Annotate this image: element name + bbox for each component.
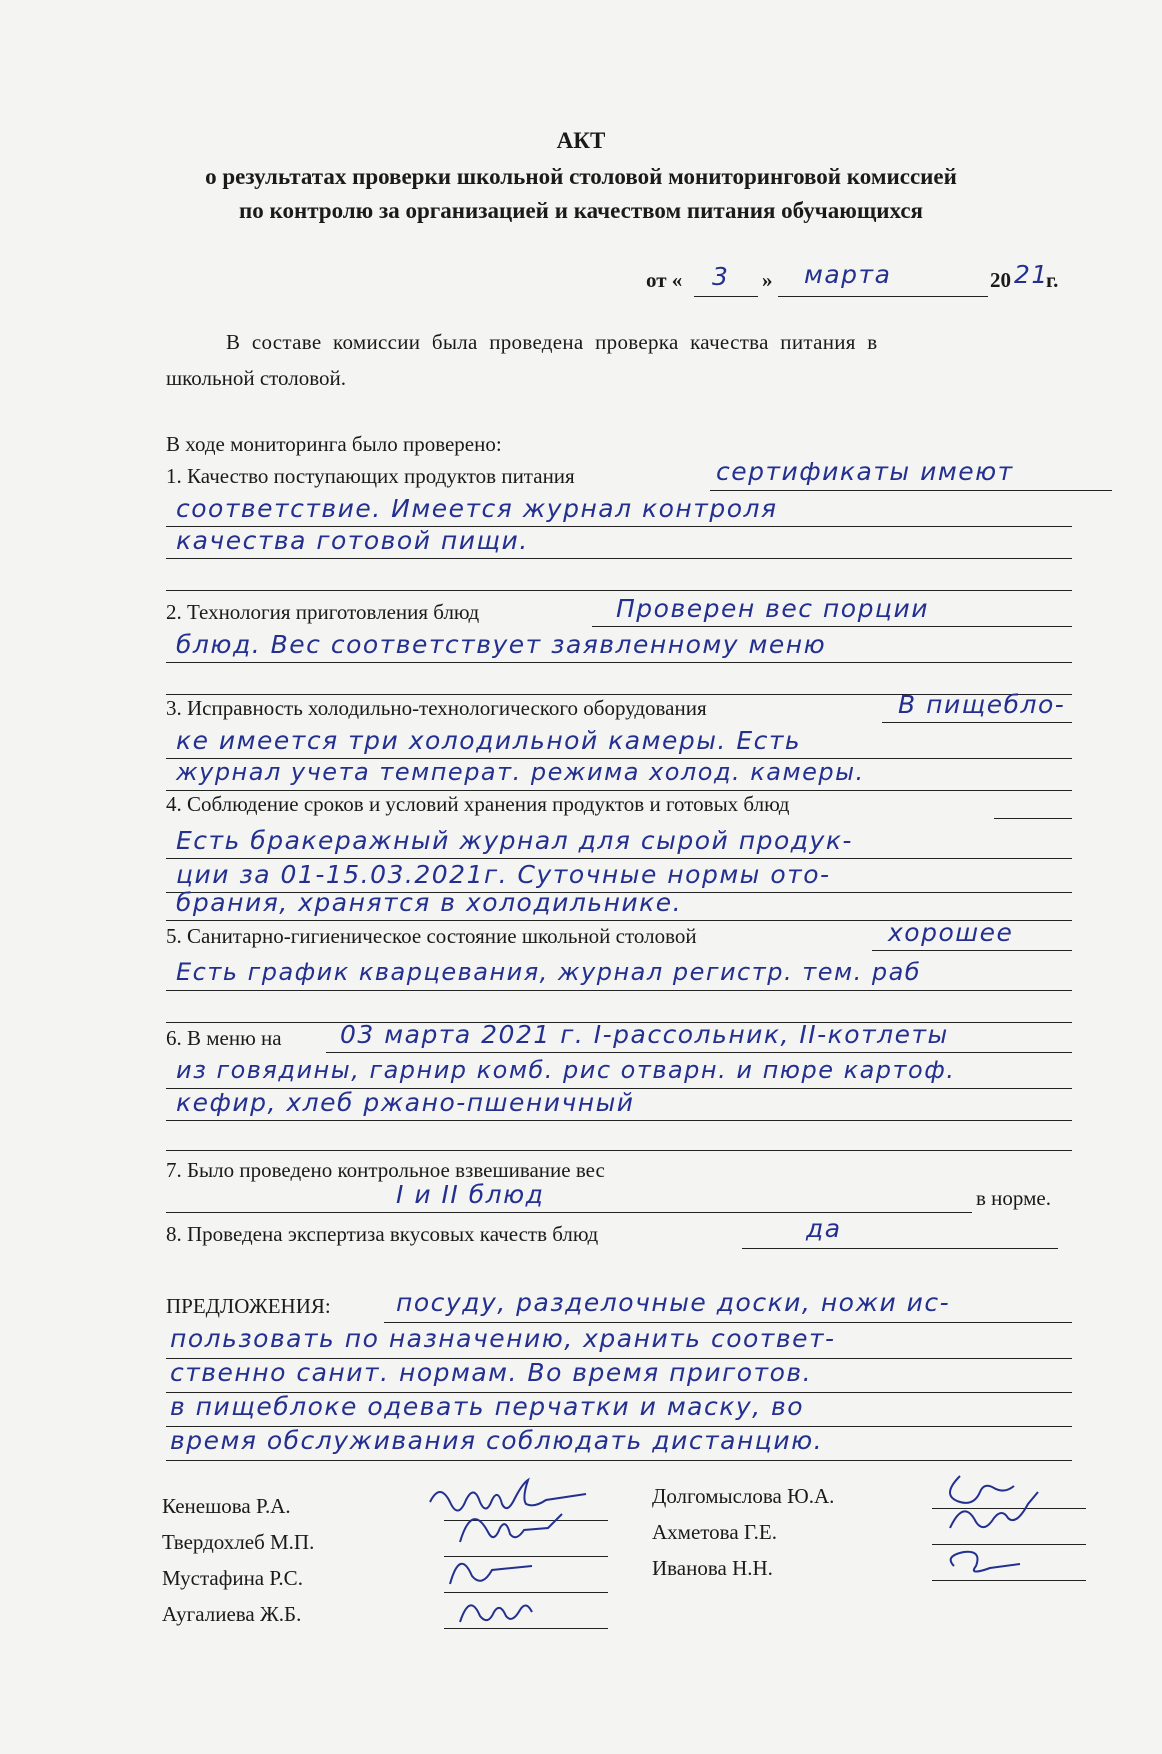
intro-line2: школьной столовой. xyxy=(166,366,346,390)
signatory-name: Иванова Н.Н. xyxy=(652,1556,773,1580)
signature-mark xyxy=(930,1466,1080,1596)
date-suffix: г. xyxy=(1046,268,1059,292)
item-suffix: в норме. xyxy=(976,1186,1051,1210)
checks-heading: В ходе мониторинга было проверено: xyxy=(166,432,502,456)
doc-subtitle-line2: по контролю за организацией и качеством питания обучающихся xyxy=(239,198,923,223)
proposal-handwriting: в пищеблоке одевать перчатки и маску, во xyxy=(170,1392,805,1421)
doc-title: АКТ xyxy=(556,128,606,153)
item-handwriting: кефир, хлеб ржано-пшеничный xyxy=(176,1088,635,1117)
signature-mark xyxy=(420,1472,630,1642)
item-label: 4. Соблюдение сроков и условий хранения продуктов и готовых блюд xyxy=(166,792,790,816)
item-label: 8. Проведена экспертиза вкусовых качеств блюд xyxy=(166,1222,599,1246)
item-label: 3. Исправность холодильно-технологического оборудования xyxy=(166,696,707,720)
item-handwriting: I и II блюд xyxy=(396,1180,545,1209)
signatory-name: Мустафина Р.С. xyxy=(162,1566,303,1590)
item-handwriting: Есть бракеражный журнал для сырой продук- xyxy=(176,826,853,855)
item-handwriting: Проверен вес порции xyxy=(616,594,929,623)
item-handwriting: журнал учета температ. режима холод. камеры. xyxy=(176,758,865,786)
intro-line1: В составе комиссии была проведена проверка качества питания в xyxy=(226,330,878,354)
item-handwriting: 03 марта 2021 г. I-рассольник, II-котлеты xyxy=(340,1020,949,1049)
item-handwriting: из говядины, гарнир комб. рис отварн. и пюре картоф. xyxy=(176,1056,956,1084)
item-handwriting: хорошее xyxy=(888,918,1014,947)
date-month: марта xyxy=(804,260,892,289)
signatory-name: Ахметова Г.Е. xyxy=(652,1520,777,1544)
proposal-handwriting: посуду, разделочные доски, ножи ис- xyxy=(396,1288,951,1317)
signatory-name: Долгомыслова Ю.А. xyxy=(652,1484,835,1508)
signatory-name: Кенешова Р.А. xyxy=(162,1494,291,1518)
item-handwriting: блюд. Вес соответствует заявленному меню xyxy=(176,630,827,659)
date-prefix: от « xyxy=(646,268,683,292)
doc-subtitle-line1: о результатах проверки школьной столовой мониторинговой комиссией xyxy=(205,164,957,189)
item-label: 6. В меню на xyxy=(166,1026,282,1050)
date-year: 21 xyxy=(1014,260,1049,289)
item-handwriting: соответствие. Имеется журнал контроля xyxy=(176,494,778,523)
item-handwriting: ке имеется три холодильной камеры. Есть xyxy=(176,726,802,755)
date-day: 3 xyxy=(712,262,730,291)
item-handwriting: да xyxy=(806,1214,842,1243)
proposal-handwriting: время обслуживания соблюдать дистанцию. xyxy=(170,1426,824,1455)
signatory-name: Твердохлеб М.П. xyxy=(162,1530,315,1554)
proposals-label: ПРЕДЛОЖЕНИЯ: xyxy=(166,1294,331,1318)
proposal-handwriting: ственно санит. нормам. Во время приготов. xyxy=(170,1358,813,1387)
item-handwriting: брания, хранятся в холодильнике. xyxy=(176,888,683,917)
item-handwriting: Есть график кварцевания, журнал регистр. тем. раб xyxy=(176,958,922,986)
item-label: 2. Технология приготовления блюд xyxy=(166,600,480,624)
item-label: 1. Качество поступающих продуктов питания xyxy=(166,464,575,488)
item-handwriting: ции за 01-15.03.2021г. Суточные нормы ото- xyxy=(176,860,831,889)
item-handwriting: сертификаты имеют xyxy=(716,457,1014,486)
item-label: 5. Санитарно-гигиеническое состояние школьной столовой xyxy=(166,924,697,948)
date-mid: » xyxy=(762,268,773,292)
signatory-name: Аугалиева Ж.Б. xyxy=(162,1602,302,1626)
proposal-handwriting: пользовать по назначению, хранить соответ- xyxy=(170,1324,836,1353)
item-handwriting: качества готовой пищи. xyxy=(176,526,529,555)
item-handwriting: В пищебло- xyxy=(898,690,1066,719)
date-year-prefix: 20 xyxy=(990,268,1011,292)
item-label: 7. Было проведено контрольное взвешивание вес xyxy=(166,1158,605,1182)
